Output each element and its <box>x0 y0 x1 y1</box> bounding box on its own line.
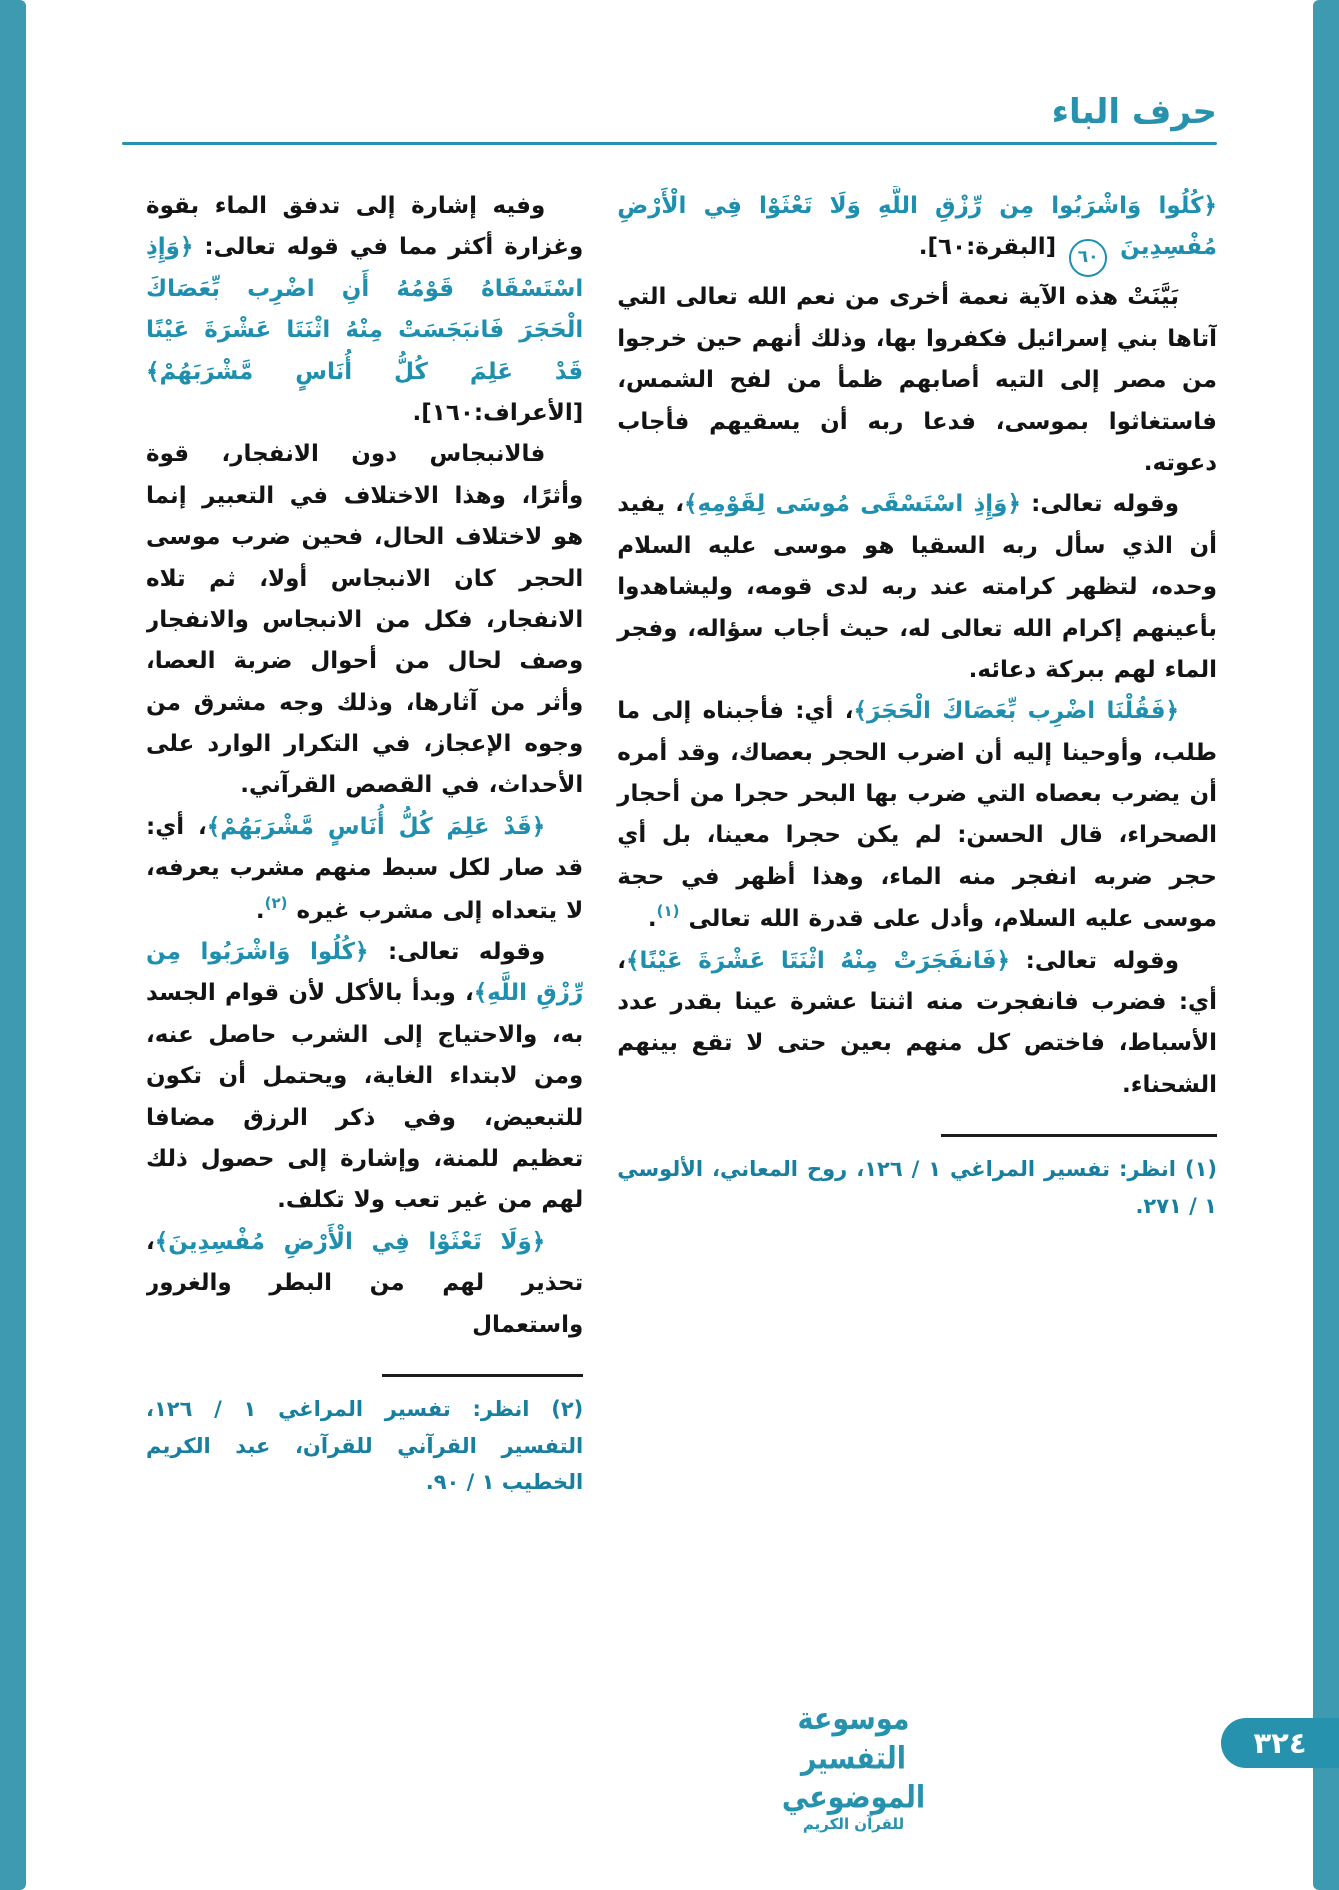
paragraph <box>617 691 1217 940</box>
body-text: ، أي: قد صار لكل سبط منهم مشرب يعرفه، لا يتعداه إلى مشرب غيره <box>146 813 584 924</box>
body-text: وقوله تعالى: <box>1020 491 1180 518</box>
header-divider <box>122 142 1217 145</box>
verse-reference: [الأعراف:١٦٠]. <box>412 399 584 426</box>
body-text: فالانبجاس دون الانفجار، قوة وأثرًا، وهذا الاختلاف في التعبير إنما هو لاختلاف الحال، فحين ضرب موسى الحجر كان الانبجاس أولا، ثم تلاه الانفجار، فكل من الانبجاس والانفجار وصف لحال من أحوال ضربة العصا، وأثر من آثارها، وذلك وجه مشرق من وجوه الإعجاز، في التكرار الوارد على الأحداث، في القصص القرآني. <box>146 441 584 799</box>
page-number: ٣٢٤ <box>1253 1726 1307 1760</box>
quran-verse: ﴿قَدْ عَلِمَ كُلُّ أُنَاسٍ مَّشْرَبَهُمْ﴾ <box>206 813 546 840</box>
body-text: . <box>647 906 657 933</box>
quran-verse: ﴿وَلَا تَعْثَوْا فِي الْأَرْضِ مُفْسِدِينَ﴾ <box>154 1228 546 1255</box>
body-text: ، أي: فضرب فانفجرت منه اثنتا عشرة عينا بقدر عدد الأسباط، فاختص كل منهم بعين حتى لا تقع بينهم الشحناء. <box>617 947 1217 1098</box>
paragraph <box>146 807 583 932</box>
column-right-footnotes <box>617 1134 1217 1229</box>
footnote-number: (١) <box>1176 1157 1217 1182</box>
paragraph <box>617 186 1217 277</box>
paragraph <box>146 1222 583 1346</box>
body-text: ، تحذير لهم من البطر والغرور واستعمال <box>146 1228 584 1338</box>
body-text: وفيه إشارة إلى تدفق الماء بقوة وغزارة أكثر مما في قوله تعالى: <box>146 193 584 261</box>
column-left-body <box>146 186 583 1346</box>
left-border-bar <box>0 0 26 1890</box>
footnote <box>617 1151 1217 1225</box>
column-right-body <box>617 186 1217 1106</box>
verse-reference: [البقرة:٦٠]. <box>918 234 1066 261</box>
column-left <box>146 186 583 1820</box>
quran-verse: ﴿وَإِذِ اسْتَسْقَاهُ قَوْمُهُ أَنِ اضْرِب بِّعَصَاكَ الْحَجَرَ فَانبَجَسَتْ مِنْهُ اثْنَتَا عَشْرَةَ عَيْنًا قَدْ عَلِمَ كُلُّ أُنَاسٍ مَّشْرَبَهُمْ﴾ <box>146 234 584 385</box>
right-border-bar <box>1313 0 1339 1890</box>
emblem-title: موسوعة التفسير الموضوعي <box>781 1701 926 1815</box>
chapter-title: حرف الباء <box>1051 92 1217 132</box>
paragraph <box>617 941 1217 1107</box>
column-left-footnotes <box>146 1374 583 1505</box>
quran-verse: ﴿كُلُوا وَاشْرَبُوا مِن رِّزْقِ اللَّهِ وَلَا تَعْثَوْا فِي الْأَرْضِ مُفْسِدِينَ <box>617 193 1217 261</box>
page-header <box>122 92 1217 145</box>
quran-verse: ﴿فَانفَجَرَتْ مِنْهُ اثْنَتَا عَشْرَةَ عَيْنًا﴾ <box>626 947 1011 974</box>
publisher-emblem <box>746 1701 961 1834</box>
ayah-number: ٦٠ <box>1069 239 1107 277</box>
footnote-text: انظر: تفسير المراغي ١ / ١٢٦، روح المعاني، الألوسي ١ / ٢٧١. <box>617 1157 1217 1218</box>
body-text: وقوله تعالى: <box>1010 947 1179 974</box>
content-columns <box>146 186 1217 1820</box>
column-right <box>617 186 1217 1820</box>
paragraph <box>617 277 1217 484</box>
emblem-subtitle: للقرآن الكريم <box>802 1815 905 1834</box>
footnote-marker: (١) <box>656 902 680 921</box>
footnote <box>146 1391 583 1501</box>
footnote-text: انظر: تفسير المراغي ١ / ١٢٦، التفسير القرآني للقرآن، عبد الكريم الخطيب ١ / ٩٠. <box>146 1396 584 1495</box>
page-number-badge <box>1221 1718 1339 1768</box>
paragraph <box>146 434 583 807</box>
quran-verse: ﴿كُلُوا وَاشْرَبُوا مِن رِّزْقِ اللَّهِ﴾ <box>146 939 584 1007</box>
body-text: ، أي: فأجبناه إلى ما طلب، وأوحينا إليه أن اضرب الحجر بعصاك، وقد أمره أن يضرب بعصاه التي ضرب بها البحر حجرا من أحجار الصحراء، قال الحسن: لم يكن حجرا معينا، بل أي حجر ضربه انفجر منه الماء، وهذا أظهر في حجة موسى عليه السلام، وأدل على قدرة الله تعالى <box>617 698 1217 933</box>
body-text: . <box>255 897 265 924</box>
quran-verse: ﴿وَإِذِ اسْتَسْقَى مُوسَى لِقَوْمِهِ﴾ <box>684 491 1021 518</box>
paragraph <box>146 932 583 1222</box>
body-text: بَيَّنَتْ هذه الآية نعمة أخرى من نعم الله تعالى التي آتاها بني إسرائيل فكفروا بها، وذلك أنهم حين خرجوا من مصر إلى التيه أصابهم ظمأ من لفح الشمس، فاستغاثوا بموسى، فدعا ربه أن يسقيهم فأجاب دعوته. <box>617 284 1217 476</box>
footnote-number: (٢) <box>529 1396 584 1421</box>
body-text: ، وبدأ بالأكل لأن قوام الجسد به، والاحتياج إلى الشرب حاصل عنه، ومن لابتداء الغاية، ويحتمل أن تكون للتبعيض، وفي ذكر الرزق مضافا تعظيم للمنة، وإشارة إلى حصول ذلك لهم من غير تعب ولا تكلف. <box>146 980 584 1214</box>
paragraph <box>146 186 583 434</box>
paragraph <box>617 484 1217 691</box>
body-text: وقوله تعالى: <box>368 939 546 966</box>
quran-verse: ﴿فَقُلْنَا اضْرِب بِّعَصَاكَ الْحَجَرَ﴾ <box>853 698 1179 725</box>
body-text: ، يفيد أن الذي سأل ربه السقيا هو موسى عليه السلام وحده، لتظهر كرامته عند ربه لدى قومه، وليشاهدوا بأعينهم إكرام الله تعالى له، حيث أجاب سؤاله، وفجر الماء لهم ببركة دعائه. <box>617 491 1217 683</box>
footnote-marker: (٢) <box>264 893 288 912</box>
